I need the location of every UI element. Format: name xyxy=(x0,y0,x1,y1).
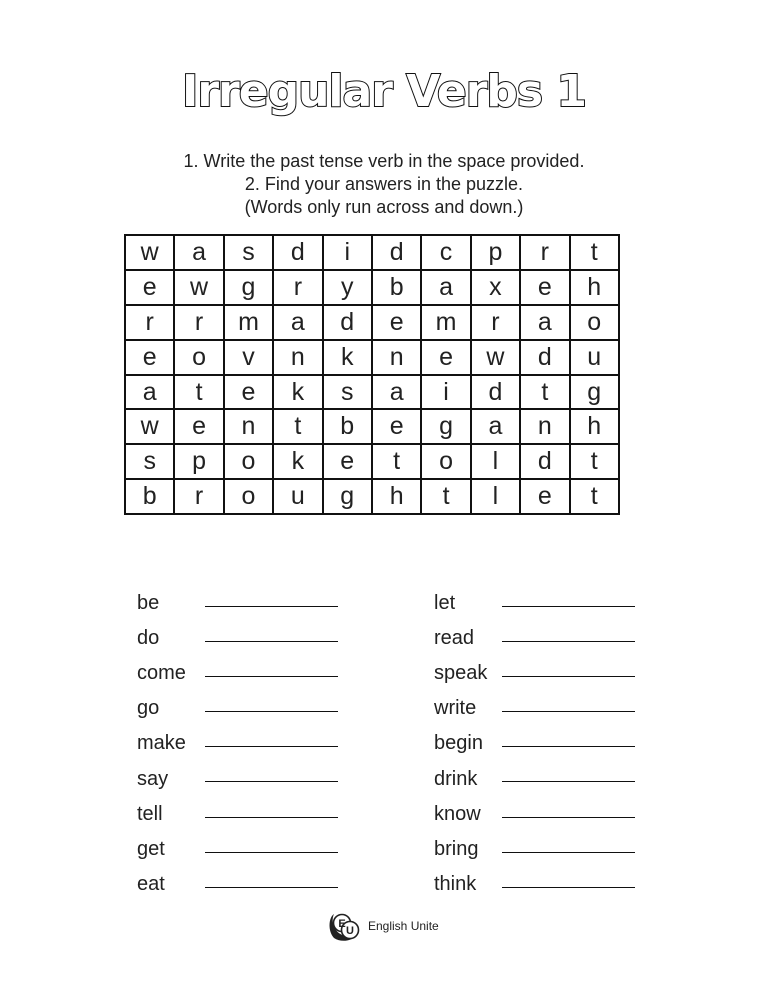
grid-cell[interactable]: w xyxy=(174,270,223,305)
grid-cell[interactable]: b xyxy=(125,479,174,514)
instruction-3: (Words only run across and down.) xyxy=(244,197,524,217)
verb-row xyxy=(137,867,201,902)
grid-row xyxy=(125,444,619,479)
verb-label: bring xyxy=(434,837,479,860)
grid-cell[interactable]: r xyxy=(174,479,223,514)
grid-row xyxy=(125,270,619,305)
grid-cell[interactable]: p xyxy=(471,235,520,270)
grid-cell[interactable]: g xyxy=(421,409,470,444)
answer-blank[interactable] xyxy=(502,641,635,642)
grid-cell[interactable]: t xyxy=(174,375,223,410)
grid-cell[interactable]: t xyxy=(570,235,619,270)
grid-row xyxy=(125,305,619,340)
grid-cell[interactable]: i xyxy=(421,375,470,410)
grid-cell[interactable]: n xyxy=(372,340,421,375)
grid-cell[interactable]: e xyxy=(224,375,273,410)
grid-cell[interactable]: e xyxy=(125,340,174,375)
grid-cell[interactable]: t xyxy=(570,444,619,479)
grid-cell[interactable]: b xyxy=(323,409,372,444)
grid-cell[interactable]: a xyxy=(273,305,322,340)
grid-cell[interactable]: d xyxy=(372,235,421,270)
grid-cell[interactable]: w xyxy=(471,340,520,375)
verb-row xyxy=(137,761,201,796)
grid-cell[interactable]: k xyxy=(273,375,322,410)
verb-label: say xyxy=(137,767,169,790)
grid-cell[interactable]: g xyxy=(224,270,273,305)
verb-row xyxy=(434,726,498,761)
grid-cell[interactable]: t xyxy=(372,444,421,479)
grid-cell[interactable]: u xyxy=(570,340,619,375)
answer-blank[interactable] xyxy=(205,641,338,642)
grid-row xyxy=(125,375,619,410)
grid-cell[interactable]: r xyxy=(273,270,322,305)
grid-cell[interactable]: u xyxy=(273,479,322,514)
verb-label: speak xyxy=(434,662,488,685)
grid-cell[interactable]: w xyxy=(125,409,174,444)
grid-cell[interactable]: y xyxy=(323,270,372,305)
answer-blank[interactable] xyxy=(205,676,338,677)
grid-cell[interactable]: s xyxy=(224,235,273,270)
instruction-2: 2. Find your answers in the puzzle. xyxy=(244,174,524,194)
grid-cell[interactable]: v xyxy=(224,340,273,375)
verb-row xyxy=(434,621,498,656)
grid-cell[interactable]: e xyxy=(174,409,223,444)
verb-row xyxy=(137,726,201,761)
answer-blank[interactable] xyxy=(502,817,635,818)
grid-cell[interactable]: r xyxy=(520,235,569,270)
answer-blank[interactable] xyxy=(205,887,338,888)
grid-cell[interactable]: e xyxy=(520,270,569,305)
grid-cell[interactable]: e xyxy=(125,270,174,305)
verb-row xyxy=(137,656,201,691)
answer-blank[interactable] xyxy=(502,711,635,712)
verb-list-right xyxy=(434,586,498,902)
verb-row xyxy=(434,761,498,796)
verb-row xyxy=(137,586,201,621)
grid-cell[interactable]: n xyxy=(224,409,273,444)
verb-label: come xyxy=(137,662,186,685)
grid-cell[interactable]: h xyxy=(570,409,619,444)
grid-cell[interactable]: g xyxy=(570,375,619,410)
verb-label: do xyxy=(137,627,160,650)
grid-cell[interactable]: x xyxy=(471,270,520,305)
verb-label: read xyxy=(434,627,475,650)
instructions xyxy=(0,150,768,219)
answer-blank[interactable] xyxy=(205,711,338,712)
verb-label: make xyxy=(137,732,186,755)
grid-cell[interactable]: a xyxy=(125,375,174,410)
grid-cell[interactable]: t xyxy=(273,409,322,444)
grid-row xyxy=(125,479,619,514)
grid-cell[interactable]: t xyxy=(421,479,470,514)
verb-row xyxy=(137,797,201,832)
verb-row xyxy=(434,691,498,726)
grid-cell[interactable]: o xyxy=(421,444,470,479)
grid-cell[interactable]: e xyxy=(421,340,470,375)
verb-row xyxy=(434,867,498,902)
grid-cell[interactable]: m xyxy=(421,305,470,340)
answer-blank[interactable] xyxy=(205,781,338,782)
answer-blank[interactable] xyxy=(502,887,635,888)
verb-row xyxy=(137,621,201,656)
grid-row xyxy=(125,409,619,444)
answer-blank[interactable] xyxy=(502,852,635,853)
grid-cell[interactable]: e xyxy=(323,444,372,479)
grid-cell[interactable]: o xyxy=(174,340,223,375)
grid-cell[interactable]: d xyxy=(273,235,322,270)
verb-label: get xyxy=(137,837,165,860)
answer-blank[interactable] xyxy=(205,817,338,818)
grid-cell[interactable]: n xyxy=(520,409,569,444)
grid-cell[interactable]: e xyxy=(520,479,569,514)
grid-cell[interactable]: b xyxy=(372,270,421,305)
grid-cell[interactable]: e xyxy=(372,305,421,340)
answer-blank[interactable] xyxy=(502,781,635,782)
grid-cell[interactable]: r xyxy=(174,305,223,340)
grid-cell[interactable]: a xyxy=(520,305,569,340)
verb-label: write xyxy=(434,697,477,720)
grid-cell[interactable]: k xyxy=(323,340,372,375)
logo-letter-e: E xyxy=(338,918,346,930)
instruction-1: 1. Write the past tense verb in the space provided. xyxy=(183,151,585,171)
answer-blank[interactable] xyxy=(205,606,338,607)
grid-row xyxy=(125,340,619,375)
verb-label: eat xyxy=(137,872,165,895)
grid-cell[interactable]: p xyxy=(174,444,223,479)
verb-row xyxy=(137,832,201,867)
grid-cell[interactable]: r xyxy=(471,305,520,340)
verb-label: tell xyxy=(137,802,163,825)
verb-row xyxy=(434,797,498,832)
grid-row xyxy=(125,235,619,270)
answer-blank[interactable] xyxy=(205,852,338,853)
grid-cell[interactable]: s xyxy=(323,375,372,410)
grid-cell[interactable]: d xyxy=(520,340,569,375)
answer-blank[interactable] xyxy=(502,606,635,607)
grid-cell[interactable]: d xyxy=(471,375,520,410)
verb-row xyxy=(434,656,498,691)
grid-cell[interactable]: l xyxy=(471,479,520,514)
grid-cell[interactable]: w xyxy=(125,235,174,270)
verb-row xyxy=(434,586,498,621)
grid-cell[interactable]: a xyxy=(421,270,470,305)
grid-cell[interactable]: t xyxy=(520,375,569,410)
grid-cell[interactable]: i xyxy=(323,235,372,270)
grid-cell[interactable]: k xyxy=(273,444,322,479)
grid-cell[interactable]: a xyxy=(372,375,421,410)
grid-cell[interactable]: h xyxy=(372,479,421,514)
logo-brand-text: English Unite xyxy=(368,919,439,933)
grid-cell[interactable]: h xyxy=(570,270,619,305)
verb-row xyxy=(137,691,201,726)
grid-cell[interactable]: a xyxy=(471,409,520,444)
verb-row xyxy=(434,832,498,867)
verb-label: let xyxy=(434,592,456,615)
logo-letter-u: U xyxy=(346,925,354,937)
grid-cell[interactable]: n xyxy=(273,340,322,375)
verb-label: drink xyxy=(434,767,478,790)
grid-cell[interactable]: m xyxy=(224,305,273,340)
english-unite-logo xyxy=(326,908,439,944)
grid-cell[interactable]: a xyxy=(174,235,223,270)
answer-blank[interactable] xyxy=(502,676,635,677)
grid-cell[interactable]: t xyxy=(570,479,619,514)
verb-label: go xyxy=(137,697,160,720)
verb-label: begin xyxy=(434,732,483,755)
answer-blank[interactable] xyxy=(205,746,338,747)
grid-cell[interactable]: c xyxy=(421,235,470,270)
word-search-grid xyxy=(124,234,620,515)
grid-cell[interactable]: l xyxy=(471,444,520,479)
verb-label: know xyxy=(434,802,481,825)
grid-cell[interactable]: s xyxy=(125,444,174,479)
grid-cell[interactable]: o xyxy=(570,305,619,340)
grid-cell[interactable]: e xyxy=(372,409,421,444)
english-unite-logo-icon xyxy=(326,908,364,944)
grid-cell[interactable]: r xyxy=(125,305,174,340)
grid-cell[interactable]: d xyxy=(520,444,569,479)
grid-cell[interactable]: o xyxy=(224,479,273,514)
worksheet-title: Irregular Verbs 1 xyxy=(181,66,587,117)
verb-label: think xyxy=(434,872,477,895)
verb-list-left xyxy=(137,586,201,902)
grid-cell[interactable]: o xyxy=(224,444,273,479)
grid-cell[interactable]: d xyxy=(323,305,372,340)
verb-label: be xyxy=(137,592,160,615)
grid-cell[interactable]: g xyxy=(323,479,372,514)
answer-blank[interactable] xyxy=(502,746,635,747)
